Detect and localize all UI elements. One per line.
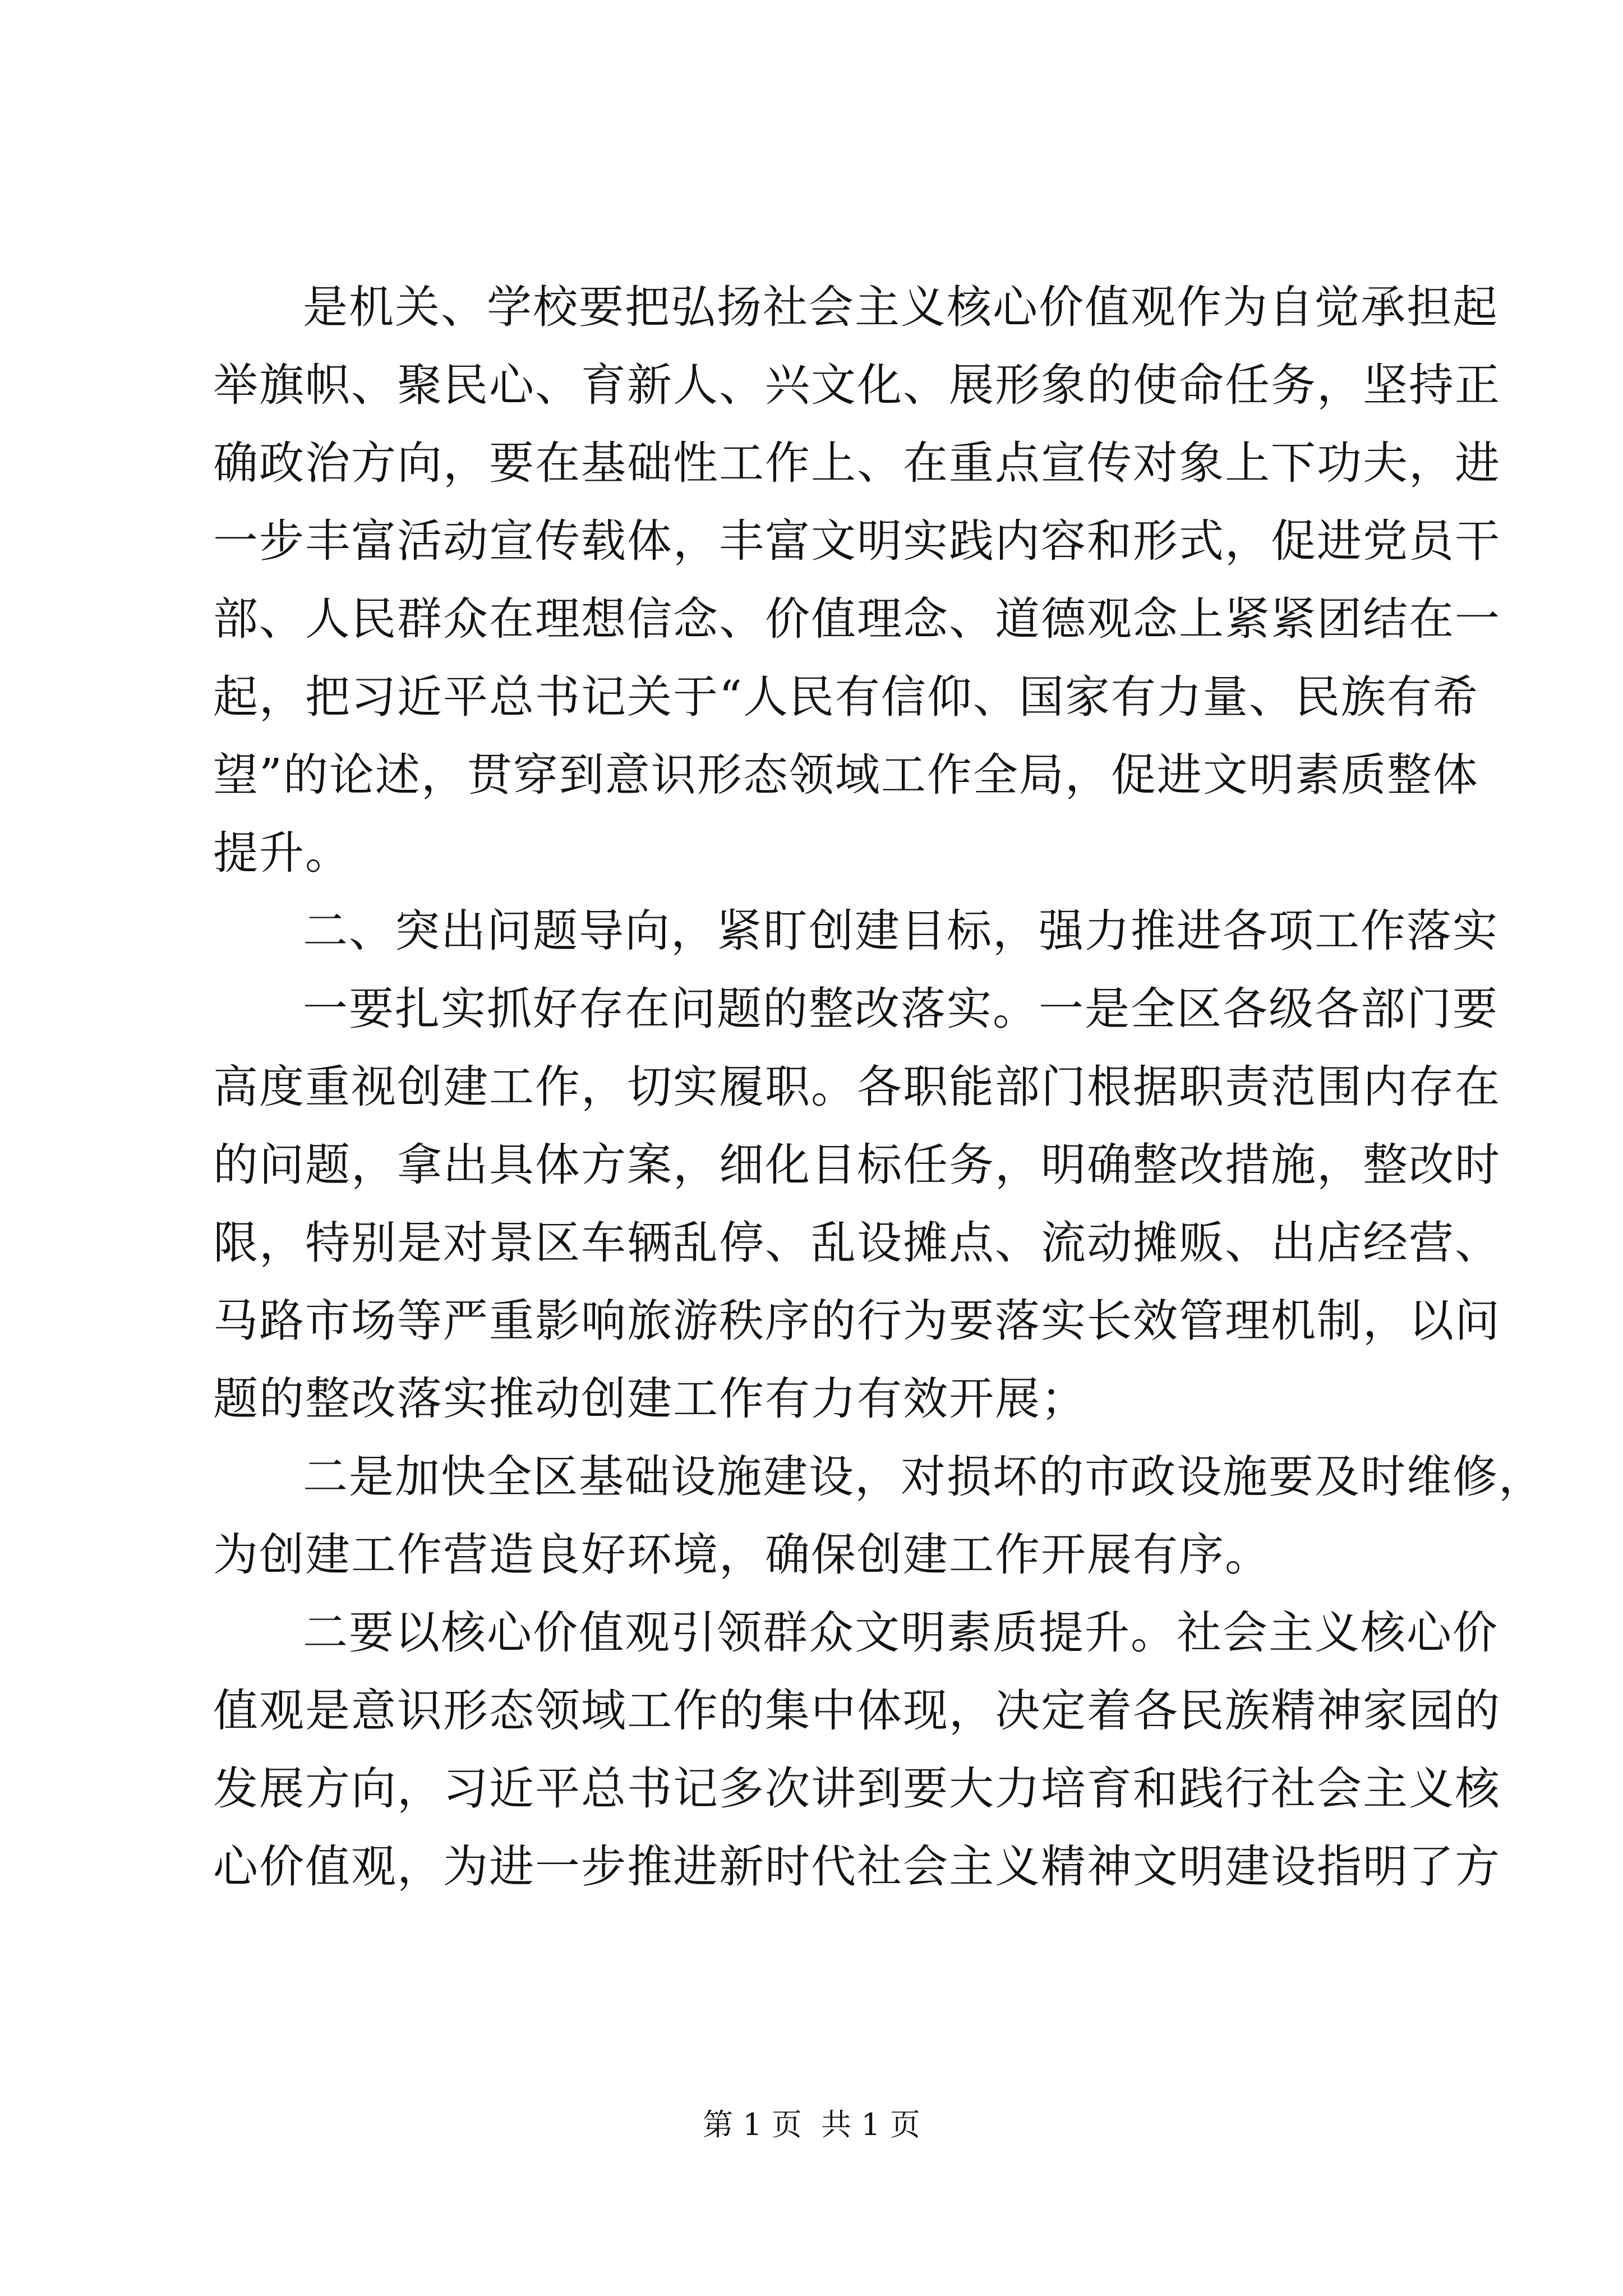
text-line: 二、突出问题导向，紧盯创建目标，强力推进各项工作落实 (303, 905, 1498, 957)
text-line: 是机关、学校要把弘扬社会主义核心价值观作为自觉承担起 (303, 281, 1498, 333)
text-line: 高度重视创建工作，切实履职。各职能部门根据职责范围内存在 (213, 1061, 1501, 1113)
text-line: 心价值观，为进一步推进新时代社会主义精神文明建设指明了方 (213, 1841, 1501, 1893)
text-line: 二要以核心价值观引领群众文明素质提升。社会主义核心价 (303, 1607, 1498, 1659)
text-line: 的问题，拿出具体方案，细化目标任务，明确整改措施，整改时 (213, 1139, 1501, 1191)
page-footer: 第 1 页 共 1 页 (703, 2107, 920, 2142)
text-line: 举旗帜、聚民心、育新人、兴文化、展形象的使命任务，坚持正 (213, 359, 1501, 411)
text-line: 提升。 (213, 827, 351, 879)
text-line: 发展方向，习近平总书记多次讲到要大力培育和践行社会主义核 (213, 1763, 1501, 1815)
text-line: 值观是意识形态领域工作的集中体现，决定着各民族精神家园的 (213, 1685, 1501, 1737)
text-line: 望”的论述，贯穿到意识形态领域工作全局，促进文明素质整体 (213, 749, 1479, 801)
text-line: 二是加快全区基础设施建设，对损坏的市政设施要及时维修， (303, 1451, 1544, 1503)
text-line: 限，特别是对景区车辆乱停、乱设摊点、流动摊贩、出店经营、 (213, 1217, 1501, 1269)
text-line: 确政治方向，要在基础性工作上、在重点宣传对象上下功夫，进 (213, 437, 1501, 489)
text-line: 部、人民群众在理想信念、价值理念、道德观念上紧紧团结在一 (213, 593, 1501, 645)
text-line: 马路市场等严重影响旅游秩序的行为要落实长效管理机制，以问 (213, 1295, 1501, 1347)
text-line: 题的整改落实推动创建工作有力有效开展； (213, 1373, 1087, 1425)
text-line: 为创建工作营造良好环境，确保创建工作开展有序。 (213, 1529, 1271, 1581)
document-body (213, 268, 1544, 1906)
text-line: 起，把习近平总书记关于“人民有信仰、国家有力量、民族有希 (213, 671, 1479, 723)
text-line: 一步丰富活动宣传载体，丰富文明实践内容和形式，促进党员干 (213, 515, 1501, 567)
text-line: 一要扎实抓好存在问题的整改落实。一是全区各级各部门要 (303, 983, 1498, 1035)
